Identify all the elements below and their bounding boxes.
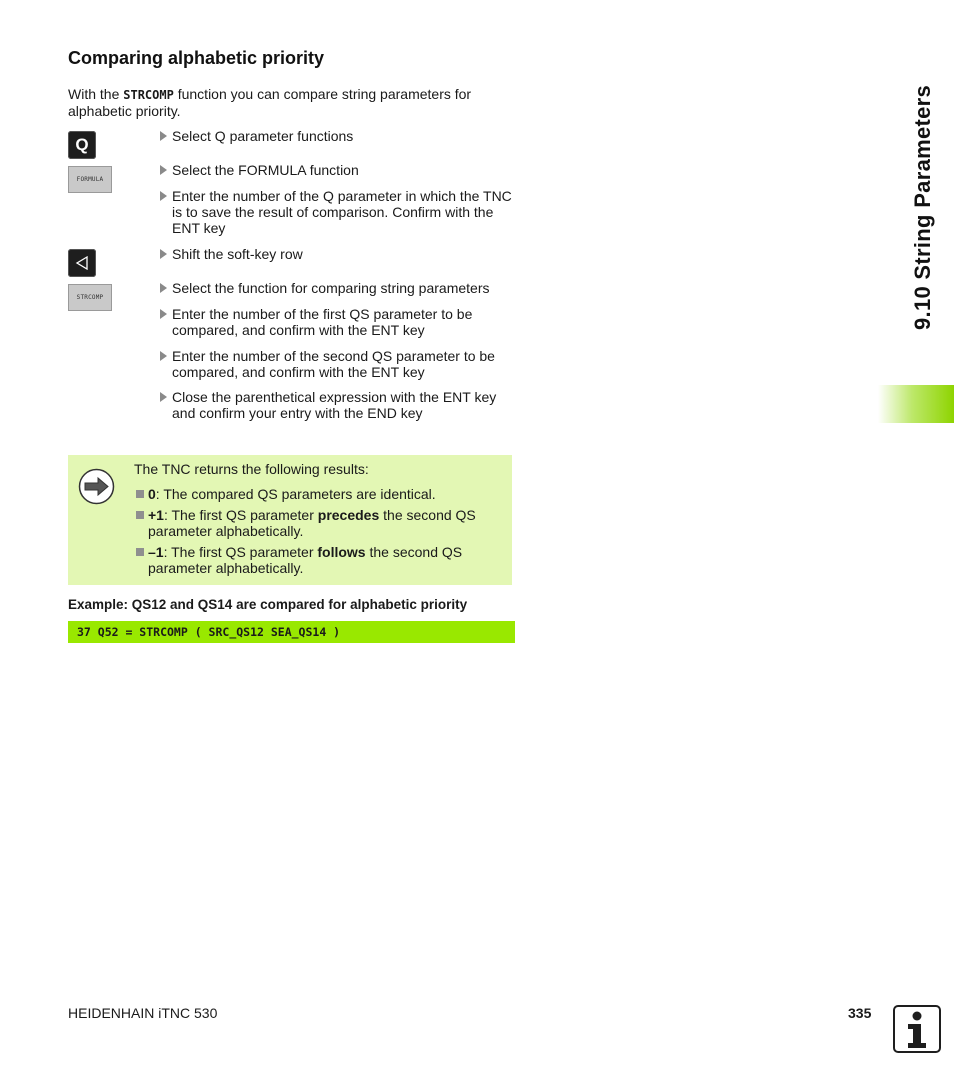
shift-left-arrow-key-icon xyxy=(68,249,96,277)
step-arrow-icon xyxy=(160,392,167,402)
code-example xyxy=(68,621,515,643)
result-value: –1 xyxy=(148,544,164,560)
note-heading: The TNC returns the following results: xyxy=(134,461,369,477)
section-side-title: 9.10 String Parameters xyxy=(910,84,935,330)
step-item: Shift the soft-key row xyxy=(160,246,515,262)
step-item: Enter the number of the second QS parameter to be compared, and confirm with the ENT key xyxy=(160,348,515,380)
step-item: Select the function for comparing string parameters xyxy=(160,280,515,296)
bullet-square-icon xyxy=(136,490,144,498)
footer-product: HEIDENHAIN iTNC 530 xyxy=(68,1005,218,1021)
note-box xyxy=(68,455,512,585)
result-value: 0 xyxy=(148,486,156,502)
intro-paragraph xyxy=(68,86,508,119)
step-arrow-icon xyxy=(160,351,167,361)
formula-softkey-icon: FORMULA xyxy=(68,166,112,193)
bullet-square-icon xyxy=(136,548,144,556)
intro-after: function you can compare string parameters for alphabetic priority. xyxy=(68,86,472,119)
step-arrow-icon xyxy=(160,309,167,319)
list-item: –1: The first QS parameter follows the second QS parameter alphabetically. xyxy=(134,544,494,576)
bullet-square-icon xyxy=(136,511,144,519)
intro-keyword: STRCOMP xyxy=(123,88,174,102)
step-item: Enter the number of the Q parameter in which the TNC is to save the result of comparison. Confirm with the ENT key xyxy=(160,188,515,236)
step-arrow-icon xyxy=(160,165,167,175)
step-item: Select the FORMULA function xyxy=(160,162,515,178)
list-item: +1: The first QS parameter precedes the second QS parameter alphabetically. xyxy=(134,507,494,539)
step-arrow-icon xyxy=(160,131,167,141)
result-value: +1 xyxy=(148,507,164,523)
list-item: 0: The compared QS parameters are identical. xyxy=(134,486,494,502)
step-arrow-icon xyxy=(160,283,167,293)
arrow-right-note-icon xyxy=(78,468,115,505)
step-item: Close the parenthetical expression with the ENT key and confirm your entry with the END key xyxy=(160,389,515,421)
page-number: 335 xyxy=(848,1005,872,1021)
intro-before: With the xyxy=(68,86,124,102)
info-icon xyxy=(893,1005,941,1053)
q-key-icon: Q xyxy=(68,131,96,159)
chapter-tab-marker xyxy=(878,385,954,423)
strcomp-softkey-icon: STRCOMP xyxy=(68,284,112,311)
code-line: 37 Q52 = STRCOMP ( SRC_QS12 SEA_QS14 ) xyxy=(77,625,341,639)
step-item: Enter the number of the first QS parameter to be compared, and confirm with the ENT key xyxy=(160,306,515,338)
step-item: Select Q parameter functions xyxy=(160,128,515,144)
note-list xyxy=(134,486,494,581)
step-arrow-icon xyxy=(160,249,167,259)
step-arrow-icon xyxy=(160,191,167,201)
page-title: Comparing alphabetic priority xyxy=(68,48,325,68)
example-caption: Example: QS12 and QS14 are compared for alphabetic priority xyxy=(68,597,468,612)
